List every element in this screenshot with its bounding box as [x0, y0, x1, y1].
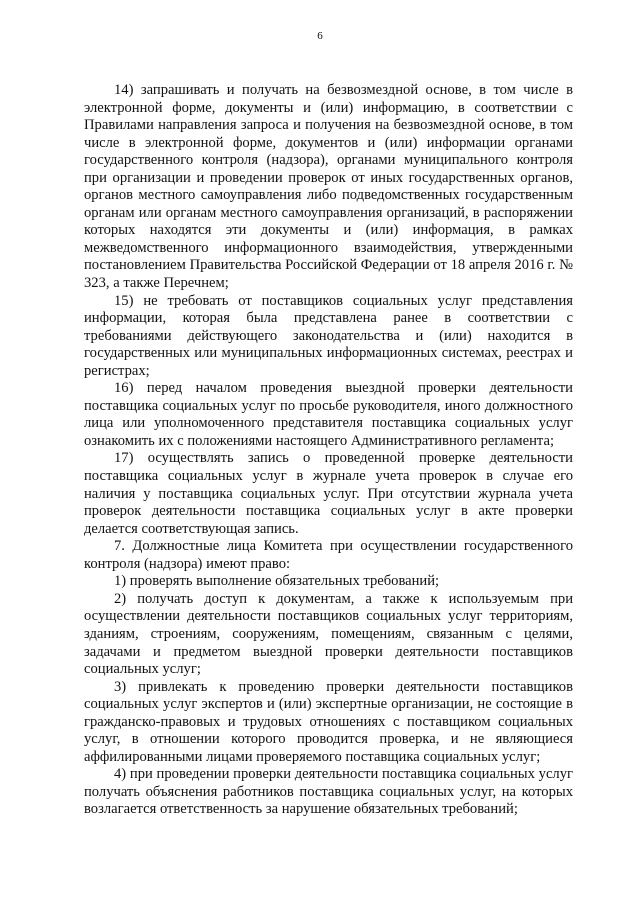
- paragraph-item-14: 14) запрашивать и получать на безвозмездной основе, в том числе в электронной форме, документы и (или) информацию, в соответствии с Правилами направления запроса и получения на безвозмездной основе, в том числе в электронной форме, документов и (или) информации органами государственного контроля (надзора), органами муниципального контроля при организации и проведении проверок от иных государственных органов, органов местного самоуправления либо подведомственных государственным органам или органам местного самоуправления организаций, в распоряжении которых находятся эти документы и (или) информация, в рамках межведомственного информационного взаимодействия, утвержденными постановлением Правительства Российской Федерации от 18 апреля 2016 г. № 323, а также Перечнем;: [84, 82, 573, 292]
- paragraph-item-15: 15) не требовать от поставщиков социальных услуг представления информации, которая была представлена ранее в соответствии с требованиями действующего законодательства и (или) находится в государственных или муниципальных информационных системах, реестрах и регистрах;: [84, 292, 573, 379]
- paragraph-right-4: 4) при проведении проверки деятельности поставщика социальных услуг получать объяснения работников поставщика социальных услуг, на которых возлагается ответственность за нарушение обязательных требований;: [84, 766, 573, 818]
- page-number: 6: [317, 30, 323, 42]
- paragraph-item-17: 17) осуществлять запись о проведенной проверке деятельности поставщика социальных услуг в журнале учета проверок в случае его наличия у поставщика социальных услуг. При отсутствии журнала учета проверок деятельности поставщика социальных услуг в акте проверки делается соответствующая запись.: [84, 450, 573, 537]
- body-text: [84, 82, 573, 819]
- paragraph-right-2: 2) получать доступ к документам, а также к используемым при осуществлении деятельности поставщиков социальных услуг территориям, зданиям, строениям, сооружениям, помещениям, связанным с целями, задачами и предметом выездной проверки деятельности поставщиков социальных услуг;: [84, 590, 573, 678]
- paragraph-item-16: 16) перед началом проведения выездной проверки деятельности поставщика социальных услуг по просьбе руководителя, иного должностного лица или уполномоченного представителя поставщика социальных услуг ознакомить их с положениями настоящего Административного регламента;: [84, 380, 573, 449]
- paragraph-section-7: 7. Должностные лица Комитета при осуществлении государственного контроля (надзора) имеют право:: [84, 538, 573, 572]
- paragraph-right-1: 1) проверять выполнение обязательных требований;: [114, 573, 440, 590]
- paragraph-right-3: 3) привлекать к проведению проверки деятельности поставщиков социальных услуг экспертов и (или) экспертные организации, не состоящие в гражданско-правовых и трудовых отношениях с поставщиком социальных услуг, в отношении которого проводится проверка, и не являющиеся аффилированными лицами проверяемого поставщика социальных услуг;: [84, 678, 573, 765]
